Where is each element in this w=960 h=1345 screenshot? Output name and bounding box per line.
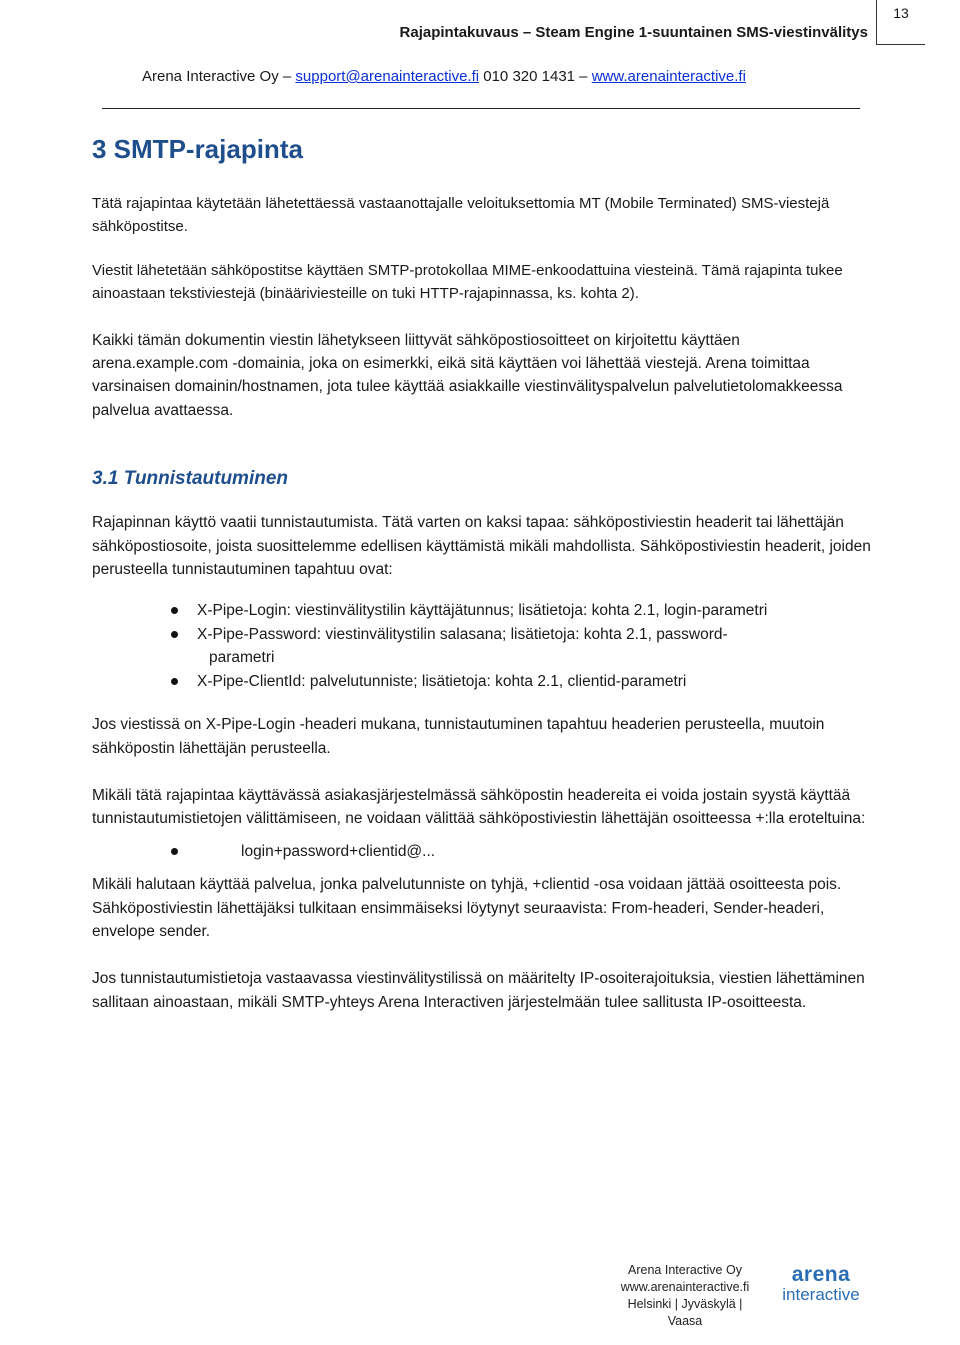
- website-link[interactable]: www.arenainteractive.fi: [591, 68, 746, 85]
- paragraph-empty-clientid: Mikäli halutaan käyttää palvelua, jonka palvelutunniste on tyhjä, +clientid -osa voidaan jättää osoitteesta pois. Sähköpostiviestin lähettäjäksi tulkitaan ensimmäiseksi löytynyt seuraavista: From-headeri, Sender-headeri, envelope sender.: [92, 876, 842, 940]
- list-item: [181, 840, 876, 863]
- bullet-icon: [171, 848, 178, 855]
- list-item-text: X-Pipe-Login: viestinvälitystilin käyttäjätunnus; lisätietoja: kohta 2.1, login-parametri: [197, 602, 768, 620]
- subsection-title: 3.1 Tunnistautuminen: [92, 468, 289, 490]
- paragraph-domain: Kaikki tämän dokumentin viestin lähetykseen liittyvät sähköpostiosoitteet on kirjoitettu käyttäen arena.example.com -domainia, joka on esimerkki, eikä sitä käyttäen voi lähettää viestejä. Arena toimittaa varsinaisen domainin/hostnamen, jota tulee käyttää asiakkaille viestinvälityspalvelun palvelutietolomakkeessa palvelua avattaessa.: [92, 331, 843, 419]
- arena-logo: [778, 1264, 864, 1304]
- header-company: Arena Interactive Oy –: [142, 68, 292, 85]
- list-item: [181, 670, 876, 693]
- list-item-text: X-Pipe-Password: viestinvälitystilin salasana; lisätietoja: kohta 2.1, password-: [197, 625, 728, 643]
- page-number: 13: [876, 0, 925, 45]
- logo-line-arena: arena: [791, 1263, 851, 1286]
- paragraph-intro: Tätä rajapintaa käytetään lähetettäessä vastaanottajalle veloituksettomia MT (Mobile Terminated) SMS-viestejä sähköpostitse.: [92, 195, 830, 236]
- paragraph-authentication: Rajapinnan käyttö vaatii tunnistautumista. Tätä varten on kaksi tapaa: sähköpostiviestin headerit tai lähettäjän sähköpostiosoite, joista suosittelemme edellisen käyttämistä mikäli mahdollista. Sähköpostiviestin headerit, joiden perusteella tunnistautuminen tapahtuu ovat:: [92, 514, 871, 579]
- document-title: Rajapintakuvaus – Steam Engine 1-suuntainen SMS-viestinvälitys: [399, 24, 868, 41]
- logo-line-interactive: interactive: [782, 1285, 860, 1304]
- list-item: [181, 623, 876, 670]
- header-list: [181, 599, 876, 693]
- header-contact-line: [142, 68, 746, 85]
- footer-contact: [610, 1262, 760, 1330]
- footer-company: Arena Interactive Oy: [628, 1263, 742, 1277]
- section-title: 3 SMTP-rajapinta: [92, 134, 303, 164]
- footer-website: www.arenainteractive.fi: [620, 1280, 750, 1294]
- list-item-text: X-Pipe-ClientId: palvelutunniste; lisätietoja: kohta 2.1, clientid-parametri: [197, 672, 687, 690]
- list-item-continuation: parametri: [209, 649, 275, 667]
- list-item: [181, 599, 876, 622]
- header-divider: [102, 108, 860, 109]
- bullet-icon: [171, 607, 178, 614]
- support-email-link[interactable]: support@arenainteractive.fi: [295, 68, 480, 85]
- footer-cities: Helsinki | Jyväskylä | Vaasa: [627, 1297, 743, 1328]
- header-phone: 010 320 1431 –: [483, 68, 588, 85]
- paragraph-ip-restriction: Jos tunnistautumistietoja vastaavassa viestinvälitystilissä on määritelty IP-osoiterajoituksia, viestien lähettäminen sallitaan ainoastaan, mikäli SMTP-yhteys Arena Interactiven järjestelmään tulee sallitusta IP-osoitteesta.: [92, 970, 865, 1011]
- paragraph-login-header: Jos viestissä on X-Pipe-Login -headeri mukana, tunnistautuminen tapahtuu headerien perusteella, muutoin sähköpostin lähettäjän perusteella.: [92, 716, 825, 757]
- paragraph-sender-address: Mikäli tätä rajapintaa käyttävässä asiakasjärjestelmässä sähköpostin headereita ei voida jostain syystä käyttää tunnistautumistietojen välittämiseen, ne voidaan välittää sähköpostiviestin lähettäjän osoitteessa +:lla eroteltuina:: [92, 786, 866, 828]
- address-format-list: [181, 840, 876, 863]
- bullet-icon: [171, 678, 178, 685]
- bullet-icon: [171, 631, 178, 638]
- paragraph-smtp: Viestit lähetetään sähköpostitse käyttäen SMTP-protokollaa MIME-enkoodattuina viesteinä. Tämä rajapinta tukee ainoastaan tekstiviestejä (binääriviesteille on tuki HTTP-rajapinnassa, ks. kohta 2).: [92, 261, 843, 303]
- page-content: [92, 132, 876, 1014]
- address-format: login+password+clientid@...: [241, 842, 436, 860]
